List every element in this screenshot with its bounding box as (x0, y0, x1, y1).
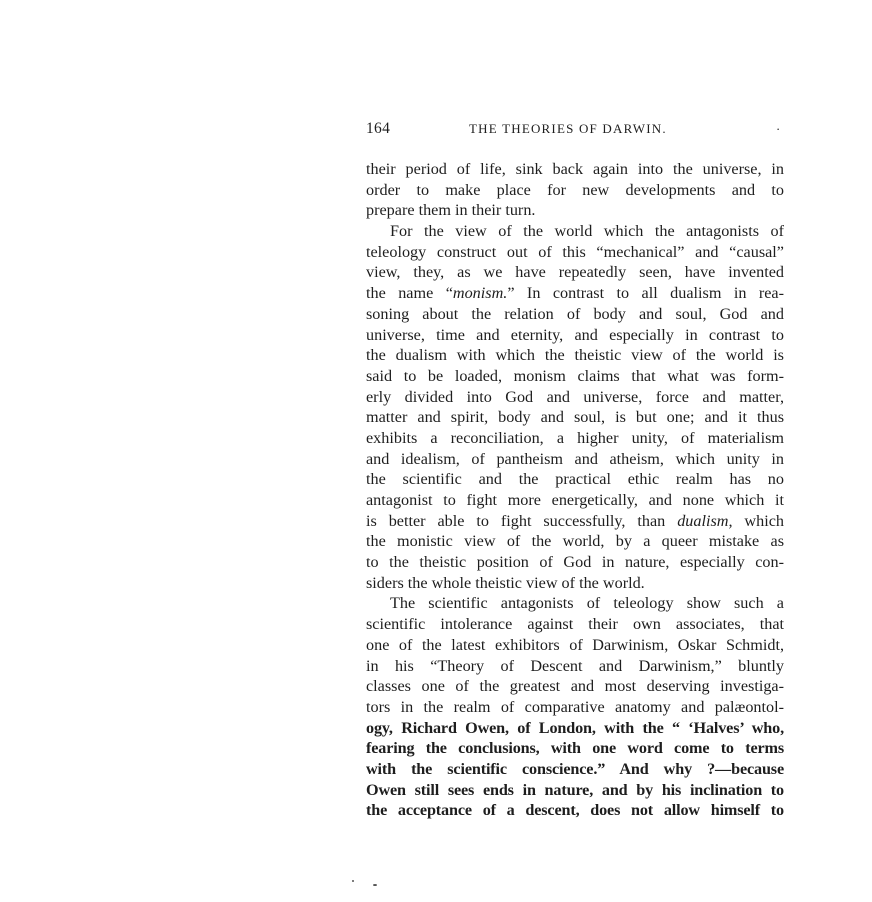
text-line: erly divided into God and universe, force and matter, (366, 387, 784, 406)
text-line: universe, time and eternity, and especially in contrast to (366, 325, 784, 344)
text-line: one of the latest exhibitors of Darwinism, Oskar Schmidt, (366, 635, 784, 654)
text-line: For the view of the world which the antagonists of (390, 222, 784, 241)
text-line: said to be loaded, monism claims that what was form- (366, 366, 784, 385)
text-line: tors in the realm of comparative anatomy and palæontol- (366, 697, 784, 716)
text-line: order to make place for new developments and to (366, 180, 784, 199)
running-head (366, 120, 784, 140)
text-line: classes one of the greatest and most deserving investiga- (366, 677, 784, 696)
body-text (366, 159, 784, 821)
text-line: matter and spirit, body and soul, is but one; and it thus (366, 408, 784, 427)
text-line: in his “Theory of Descent and Darwinism,” bluntly (366, 656, 784, 675)
running-title: THE THEORIES OF DARWIN. (469, 121, 667, 136)
scan-speck (352, 880, 354, 882)
head-dot: . (776, 118, 780, 133)
text-line: teleology construct out of this “mechanical” and “causal” (366, 242, 784, 261)
text-line: antagonist to fight more energetically, and none which it (366, 491, 784, 509)
text-line: siders the whole theistic view of the world. (366, 573, 645, 592)
text-line: view, they, as we have repeatedly seen, have invented (366, 263, 784, 282)
text-line: Owen still sees ends in nature, and by his inclination to (366, 780, 784, 799)
text-line: prepare them in their turn. (366, 201, 536, 220)
text-segment: is better able to fight successfully, than (366, 511, 678, 530)
text-line: the scientific and the practical ethic realm has no (366, 470, 784, 489)
italic-term-monism: monism. (452, 284, 508, 303)
text-line: soning about the relation of body and soul, God and (366, 304, 784, 323)
text-line: scientific intolerance against their own associates, that (366, 615, 784, 634)
text-line: to the theistic position of God in nature, especially con- (366, 553, 784, 572)
text-line: the dualism with which the theistic view of the world is (366, 346, 784, 365)
text-segment: ” In contrast to all dualism in rea- (507, 284, 784, 303)
text-line: their period of life, sink back again into the universe, in (366, 160, 784, 178)
text-segment: the name “ (366, 284, 453, 303)
text-line: with the scientific conscience.” And why ?—because (366, 759, 784, 778)
scan-speck (373, 884, 377, 886)
text-line: fearing the conclusions, with one word come to terms (366, 739, 784, 758)
text-line: the acceptance of a descent, does not allow himself to (366, 801, 784, 820)
page-number: 164 (366, 120, 391, 137)
text-line (366, 511, 784, 532)
text-line (366, 283, 784, 304)
text-line: ogy, Richard Owen, of London, with the “ ‘Halves’ who, (366, 718, 784, 737)
text-line: the monistic view of the world, by a queer mistake as (366, 532, 784, 551)
italic-term-dualism: dualism, (677, 511, 733, 530)
text-segment: which (732, 511, 784, 530)
text-line: The scientific antagonists of teleology show such a (390, 594, 784, 613)
text-line: and idealism, of pantheism and atheism, which unity in (366, 449, 784, 468)
text-line: exhibits a reconciliation, a higher unity, of materialism (366, 428, 784, 447)
